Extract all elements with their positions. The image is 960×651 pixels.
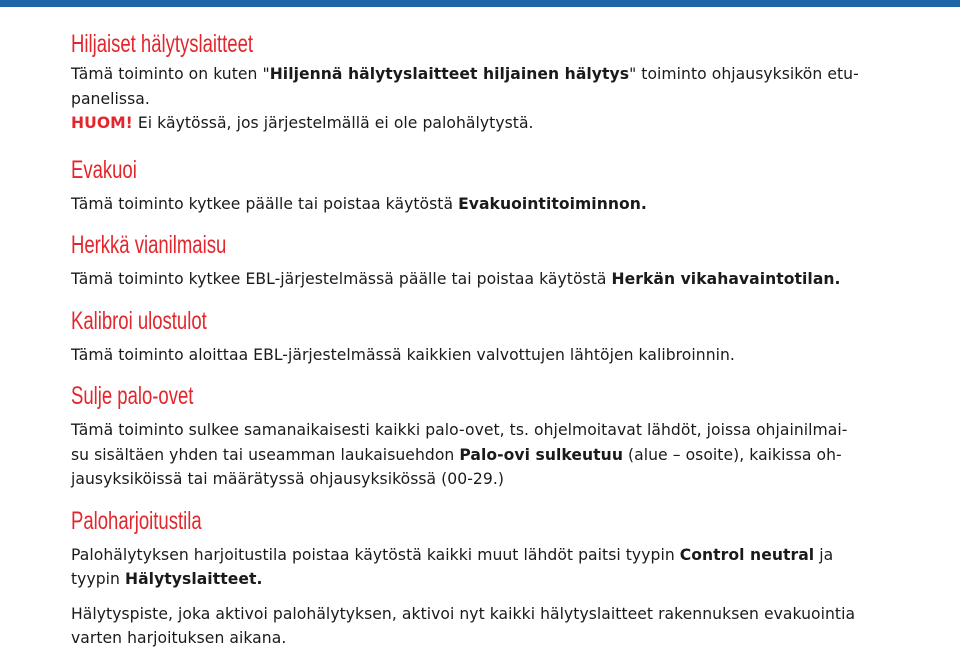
text-run: (alue – osoite), kaikissa oh-	[623, 445, 842, 464]
bold-term: Evakuointitoiminnon.	[458, 194, 647, 213]
section-paragraph	[71, 267, 921, 292]
bold-term: Control neutral	[679, 545, 815, 564]
text-run: Tämä toiminto sulkee samanaikaisesti kaikki palo-ovet, ts. ohjelmoitavat lähdöt, joissa ohjainilmai-	[71, 421, 848, 439]
text-run: su sisältäen yhden tai useamman laukaisuehdon	[71, 445, 460, 464]
bold-term: Hälytyslaitteet.	[125, 570, 263, 588]
text-run: Palohälytyksen harjoitustila poistaa käytöstä kaikki muut lähdöt paitsi tyypin	[71, 545, 680, 564]
text-run: ja	[814, 545, 834, 564]
section-heading: Herkkä vianilmaisu	[71, 231, 227, 259]
section-paragraph	[71, 543, 921, 592]
warning-label: HUOM!	[71, 114, 133, 132]
section-sensitive-fault-detection	[71, 227, 921, 292]
section-close-fire-doors	[71, 378, 921, 492]
bold-term: Herkän vikahavaintotilan.	[611, 270, 841, 288]
text-run: panelissa.	[71, 89, 150, 108]
text-run: Tämä toiminto kytkee päälle tai poistaa käytöstä	[71, 194, 459, 213]
top-color-bar	[0, 0, 960, 7]
section-heading: Evakuoi	[71, 155, 137, 184]
section-fire-drill-mode	[71, 503, 921, 651]
warning-note	[71, 111, 921, 136]
document-body	[71, 26, 921, 651]
text-run: jausyksiköissä tai määrätyssä ohjausyksikössä (00-29.)	[71, 470, 504, 488]
text-run: Tämä toiminto on kuten "	[71, 65, 270, 83]
text-run: " toiminto ohjausyksikön etu-	[629, 65, 859, 83]
bold-term: Palo-ovi sulkeutuu	[459, 445, 623, 464]
section-silent-alarms	[71, 26, 921, 136]
section-calibrate-outputs	[71, 303, 921, 368]
section-paragraph: Tämä toiminto aloittaa EBL-järjestelmässä kaikkien valvottujen lähtöjen kalibroinnin.	[71, 345, 735, 364]
bold-term: Hiljennä hälytyslaitteet hiljainen hälytys	[269, 65, 630, 83]
section-paragraph	[71, 602, 921, 651]
text-run: Hälytyspiste, joka aktivoi palohälytyksen, aktivoi nyt kaikki hälytyslaitteet rakennuksen evakuointia	[71, 604, 856, 623]
section-heading: Paloharjoitustila	[71, 506, 202, 535]
warning-text: Ei käytössä, jos järjestelmällä ei ole palohälytystä.	[132, 114, 534, 132]
section-paragraph	[71, 418, 921, 492]
section-paragraph	[71, 192, 921, 217]
section-heading: Sulje palo-ovet	[71, 382, 194, 410]
section-paragraph	[71, 62, 921, 111]
section-heading: Hiljaiset hälytyslaitteet	[71, 30, 253, 58]
text-run: Tämä toiminto kytkee EBL-järjestelmässä päälle tai poistaa käytöstä	[71, 270, 612, 288]
section-evacuate	[71, 152, 921, 217]
section-heading: Kalibroi ulostulot	[71, 306, 207, 335]
text-run: tyypin	[71, 570, 125, 588]
text-run: varten harjoituksen aikana.	[71, 629, 287, 647]
